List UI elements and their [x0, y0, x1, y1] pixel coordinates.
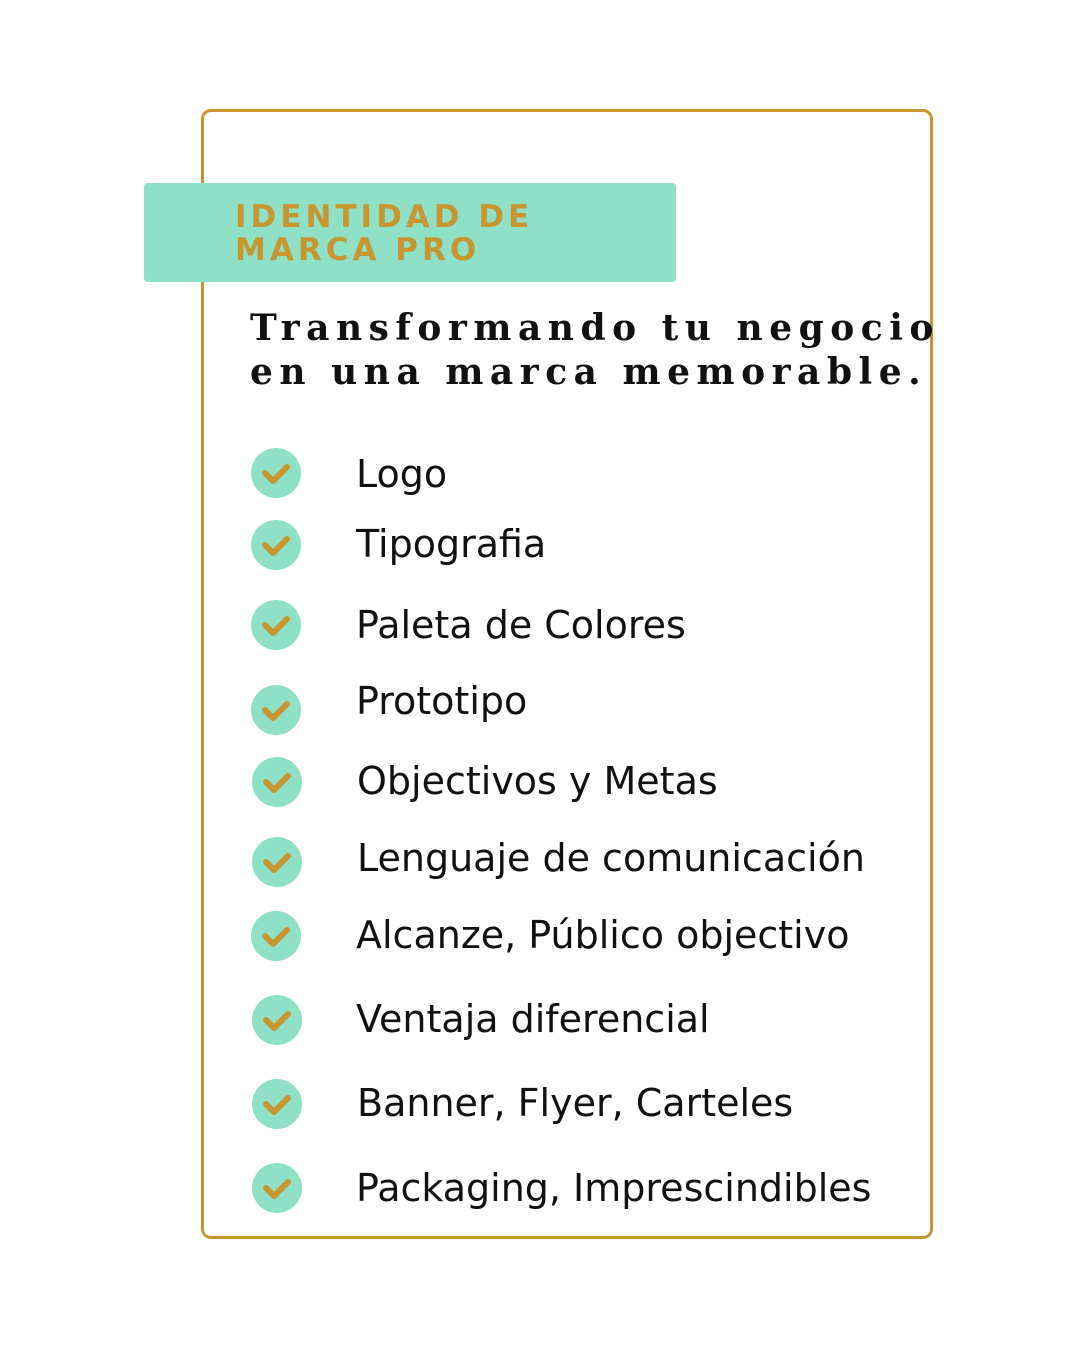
list-item: Alcanze, Público objectivo: [356, 913, 850, 957]
check-icon: [252, 757, 302, 807]
list-item: Packaging, Imprescindibles: [356, 1166, 872, 1210]
check-icon: [251, 600, 301, 650]
check-icon: [252, 837, 302, 887]
check-icon: [251, 911, 301, 961]
badge-title: IDENTIDAD DE MARCA PRO: [235, 199, 534, 268]
list-item: Logo: [356, 452, 448, 496]
list-item: Paleta de Colores: [356, 603, 686, 647]
list-item: Objectivos y Metas: [357, 759, 718, 803]
check-icon: [251, 520, 301, 570]
check-icon: [252, 1079, 302, 1129]
check-icon: [251, 685, 301, 735]
check-icon: [252, 1163, 302, 1213]
list-item: Lenguaje de comunicación: [357, 836, 865, 880]
list-item: Ventaja diferencial: [356, 997, 710, 1041]
page-subtitle: Transformando tu negocio en una marca memorable.: [250, 307, 940, 393]
check-icon: [251, 448, 301, 498]
list-item: Tipografia: [356, 522, 547, 566]
check-icon: [252, 995, 302, 1045]
list-item: Prototipo: [356, 679, 528, 723]
badge: [144, 183, 676, 282]
list-item: Banner, Flyer, Carteles: [357, 1081, 794, 1125]
